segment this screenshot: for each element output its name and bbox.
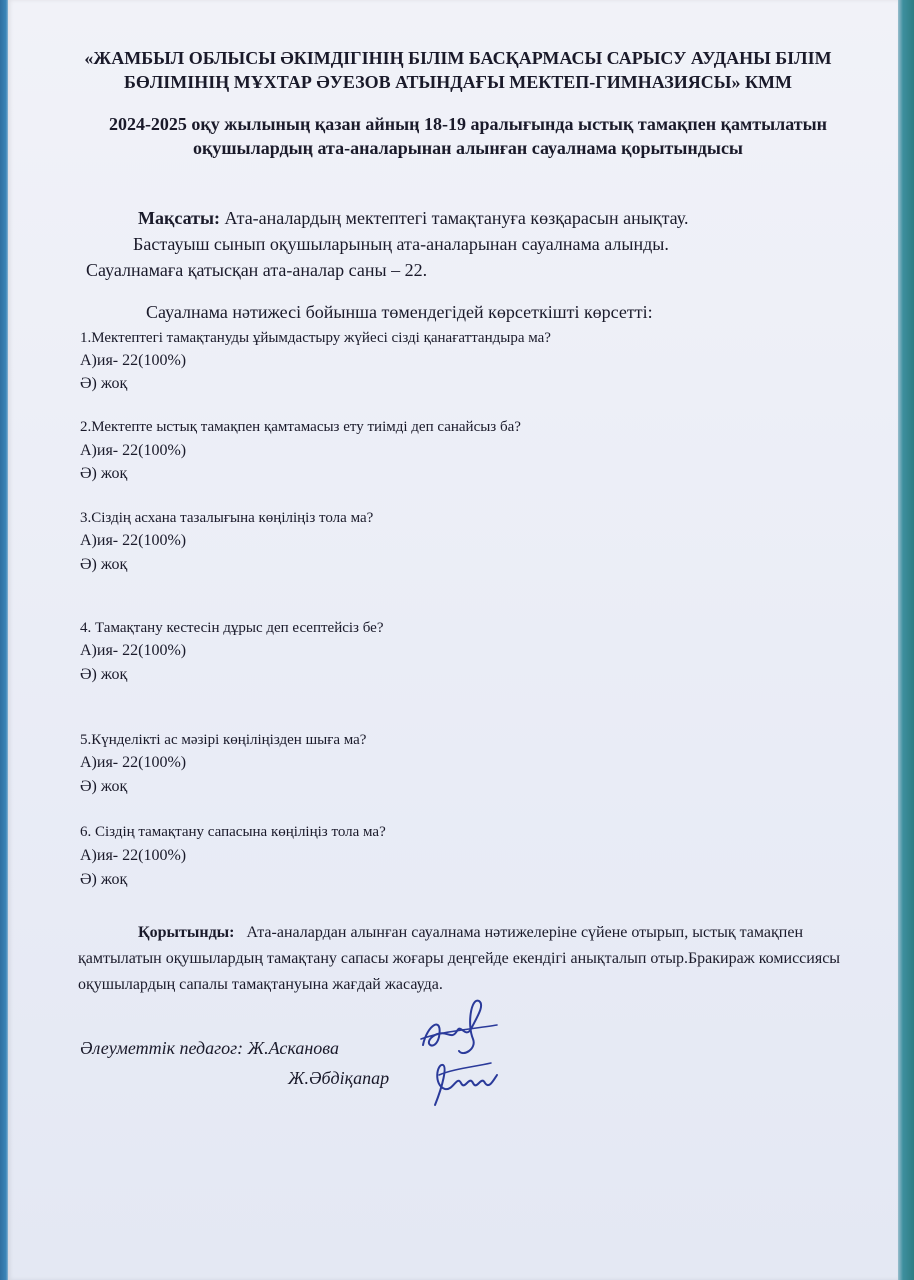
conclusion-text: Ата-аналардан алынған сауалнама нәтижелеріне сүйене отырып, ыстық тамақпен қамтылатын оқушылардың тамақтану сапасы жоғары деңгейде екендігі анықталып отыр.Бракираж комиссиясы оқушылардың сапалы тамақтануына жағдай жасауда. [78,924,841,993]
goal-text: Ата-аналардың мектептегі тамақтануға көзқарасын анықтау. [224,208,689,228]
answer-4-b: Ә) жоқ [80,666,128,683]
question-4: 4. Тамақтану кестесін дұрыс деп есептейсіз бе? [80,620,384,636]
signature-line-1: Әлеуметтік педагог: Ж.Асканова [80,1038,339,1058]
answer-1-b: Ә) жоқ [80,375,128,392]
question-2: 2.Мектепте ыстық тамақпен қамтамасыз ету тиімді деп санайсыз ба? [80,419,521,435]
goal-label: Мақсаты: [138,208,220,228]
answer-4-a: А)ия- 22(100%) [80,642,187,659]
answer-6-a: А)ия- 22(100%) [80,847,187,864]
answer-1-a: А)ия- 22(100%) [80,352,187,369]
intro-line-2: Бастауыш сынып оқушыларының ата-аналарынан сауалнама алынды. [133,234,669,254]
document-sheet [8,0,898,1280]
conclusion [78,920,868,998]
document-title: 2024-2025 оқу жылының қазан айның 18-19 аралығында ыстық тамақпен қамтылатын оқушылардың ата-аналарынан алынған сауалнама қорытындысы [108,114,828,158]
answer-6-b: Ә) жоқ [80,871,128,888]
signature-line-2: Ж.Әбдіқапар [288,1068,390,1088]
participants-line: Сауалнамаға қатысқан ата-аналар саны – 22. [86,260,428,280]
results-intro: Сауалнама нәтижесі бойынша төмендегідей көрсеткішті көрсетті: [146,302,653,322]
organization-header: «ЖАМБЫЛ ОБЛЫСЫ ӘКІМДІГІНІҢ БІЛІМ БАСҚАРМАСЫ САРЫСУ АУДАНЫ БІЛІМ БӨЛІМІНІҢ МҰХТАР ӘУЕЗОВ АТЫНДАҒЫ МЕКТЕП-ГИМНАЗИЯСЫ» КММ [84,48,832,92]
question-1: 1.Мектептегі тамақтануды ұйымдастыру жүйесі сізді қанағаттандыра ма? [80,330,551,346]
answer-3-b: Ә) жоқ [80,556,128,573]
answer-5-b: Ә) жоқ [80,778,128,795]
goal-line [138,206,688,230]
answer-2-a: А)ия- 22(100%) [80,442,187,459]
answer-2-b: Ә) жоқ [80,465,128,482]
question-3: 3.Сіздің асхана тазалығына көңіліңіз тола ма? [80,510,374,526]
handwritten-signature-2 [423,1045,503,1110]
conclusion-label: Қорытынды: [138,924,235,941]
answer-5-a: А)ия- 22(100%) [80,754,187,771]
question-5: 5.Күнделікті ас мәзірі көңіліңізден шыға ма? [80,732,367,748]
answer-3-a: А)ия- 22(100%) [80,532,187,549]
question-6: 6. Сіздің тамақтану сапасына көңіліңіз тола ма? [80,824,386,840]
